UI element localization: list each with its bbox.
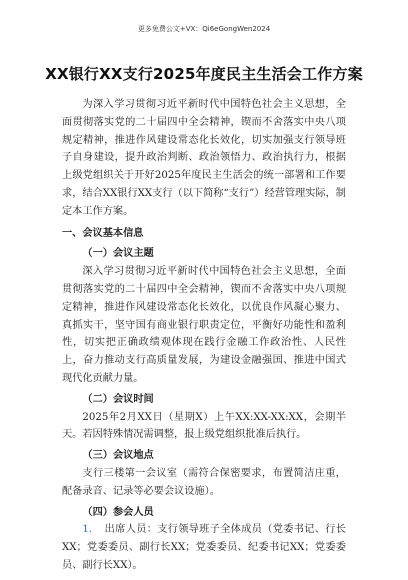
subheading-place-label: （三）会议地点 (82, 450, 154, 462)
subheading-time-label: （二）会议时间 (82, 393, 154, 405)
subheading-place (62, 447, 346, 465)
subheading-theme-label: （一）会议主题 (82, 248, 154, 260)
theme-paragraph: 深入学习贯彻习近平新时代中国特色社会主义思想，全面贯彻落实党的二十届四中全会精神，锲而不舍落实中央八项规定精神，推进作风建设常态化长效化，以优良作风凝心聚力、真抓实干，坚守国有商业银行职责定位，平衡好功能性和盈利性，切实把正确政绩观体现在践行金融工作政治性、人民性上，奋力推动支行高质量发展，为建设金融强国、推进中国式现代化贡献力量。 (62, 266, 346, 384)
document-title: XX银行XX支行2025年度民主生活会工作方案 (45, 65, 363, 83)
list-item-number: 1. (82, 524, 93, 536)
intro-paragraph: 为深入学习贯彻习近平新时代中国特色社会主义思想，全面贯彻落实党的二十届四中全会精神，锲而不舍落实中央八项规定精神，推进作风建设常态化长效化，切实加强支行领导班子自身建设，提升政治判断、政治领悟力、政治执行力，根据上级党组织关于开好2025年度民主生活会的统一部署和工作要求，结合XX银行XX支行（以下简称“支行”）经营管理实际，制定本工作方案。 (62, 99, 346, 217)
time-paragraph: 2025年2月XX日（星期X）上午XX:XX-XX:XX，会期半天。若因特殊情况需调整，报上级党组织批准后执行。 (62, 411, 346, 441)
subheading-theme (62, 245, 346, 263)
section-heading-basic-info: 一、会议基本信息 (62, 227, 144, 239)
header-note: 更多免费公文+VX：Qi6eGongWen2024 (137, 25, 271, 33)
subheading-attendees (62, 504, 346, 522)
place-paragraph: 支行三楼第一会议室（需符合保密要求，布置简洁庄重，配备录音、记录等必要会议设施）。 (62, 467, 346, 497)
document-body (62, 96, 346, 575)
list-item-text: 出席人员：支行领导班子全体成员（党委书记、行长XX；党委委员、副行长XX；党委委员、纪委书记XX；党委委员、副行长XX）。 (62, 524, 346, 571)
list-item (62, 521, 346, 574)
subheading-time (62, 391, 346, 409)
subheading-attendees-label: （四）参会人员 (82, 506, 154, 518)
